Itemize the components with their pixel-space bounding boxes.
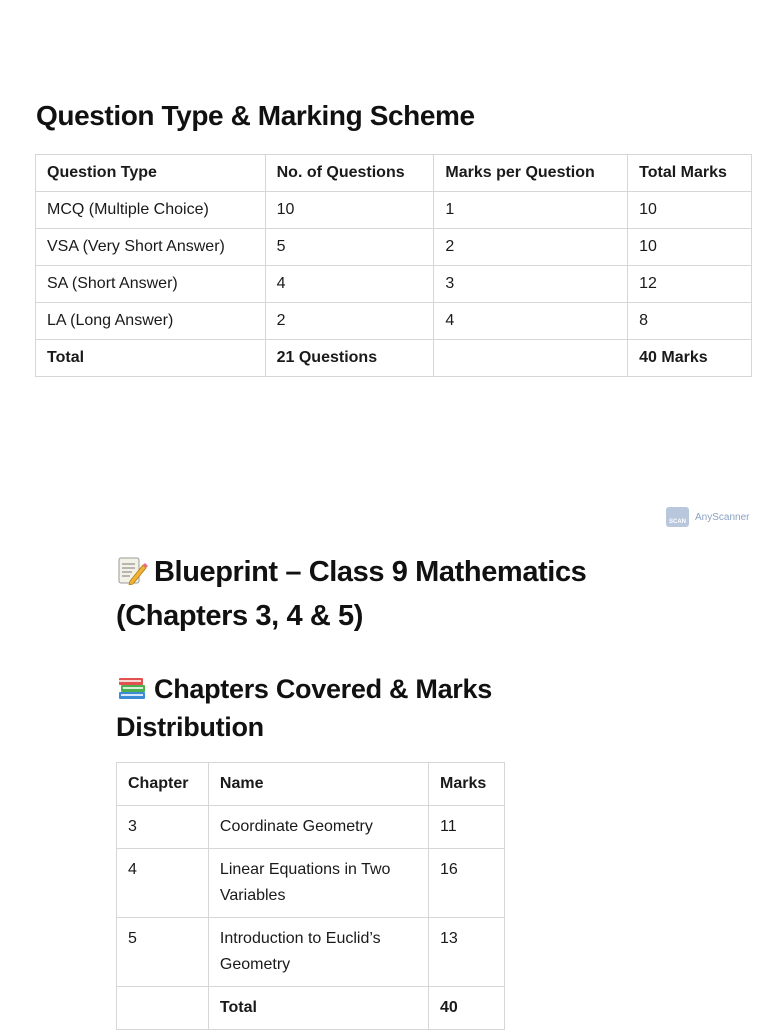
table-row (117, 918, 505, 987)
table-cell: 1 (434, 192, 628, 229)
table-cell: 10 (265, 192, 434, 229)
table-total-row (36, 340, 752, 377)
table-row (36, 266, 752, 303)
total-marks: 40 (429, 987, 505, 1030)
total-label: Total (208, 987, 428, 1030)
table-cell (117, 987, 209, 1030)
table-cell: Linear Equations in Two Variables (208, 849, 428, 918)
column-header: Marks per Question (434, 155, 628, 192)
watermark-text: AnyScanner (695, 511, 750, 523)
table-cell: 12 (628, 266, 752, 303)
column-header: Marks (429, 763, 505, 806)
scanner-logo-icon (666, 507, 689, 527)
table-cell: 4 (434, 303, 628, 340)
table-cell: 11 (429, 806, 505, 849)
anyscanner-watermark (666, 507, 749, 527)
table-cell: 4 (117, 849, 209, 918)
memo-icon (116, 555, 148, 585)
table-row (36, 229, 752, 266)
table-cell: 5 (265, 229, 434, 266)
total-questions: 21 Questions (265, 340, 434, 377)
table-cell: SA (Short Answer) (36, 266, 266, 303)
table-cell: Introduction to Euclid’s Geometry (208, 918, 428, 987)
table-cell: 5 (117, 918, 209, 987)
chapters-table (116, 762, 505, 1030)
table-cell: 4 (265, 266, 434, 303)
table-row (36, 192, 752, 229)
table-row (117, 806, 505, 849)
table-cell: 10 (628, 192, 752, 229)
table-cell: 8 (628, 303, 752, 340)
table-cell: 2 (265, 303, 434, 340)
column-header: Name (208, 763, 428, 806)
table-header-row (117, 763, 505, 806)
table-cell: 2 (434, 229, 628, 266)
table-cell: Coordinate Geometry (208, 806, 428, 849)
table-total-row (117, 987, 505, 1030)
table-cell: 3 (117, 806, 209, 849)
column-header: Chapter (117, 763, 209, 806)
total-label: Total (36, 340, 266, 377)
column-header: No. of Questions (265, 155, 434, 192)
table-cell: VSA (Very Short Answer) (36, 229, 266, 266)
table-cell: 13 (429, 918, 505, 987)
total-marks: 40 Marks (628, 340, 752, 377)
table-cell: 3 (434, 266, 628, 303)
table-cell (434, 340, 628, 377)
column-header: Question Type (36, 155, 266, 192)
marking-scheme-table (35, 154, 752, 377)
marking-scheme-heading: Question Type & Marking Scheme (36, 100, 475, 131)
table-cell: 16 (429, 849, 505, 918)
blueprint-heading-text: Blueprint – Class 9 Mathematics (Chapters 3, 4 & 5) (116, 556, 587, 632)
table-header-row (36, 155, 752, 192)
chapters-heading-text: Chapters Covered & Marks Distribution (116, 674, 492, 742)
table-row (117, 849, 505, 918)
column-header: Total Marks (628, 155, 752, 192)
blueprint-heading (116, 550, 676, 638)
table-row (36, 303, 752, 340)
chapters-heading (116, 670, 596, 746)
table-cell: MCQ (Multiple Choice) (36, 192, 266, 229)
table-cell: LA (Long Answer) (36, 303, 266, 340)
scanner-logo-text: SCAN (668, 519, 686, 525)
table-cell: 10 (628, 229, 752, 266)
books-icon (116, 672, 148, 702)
